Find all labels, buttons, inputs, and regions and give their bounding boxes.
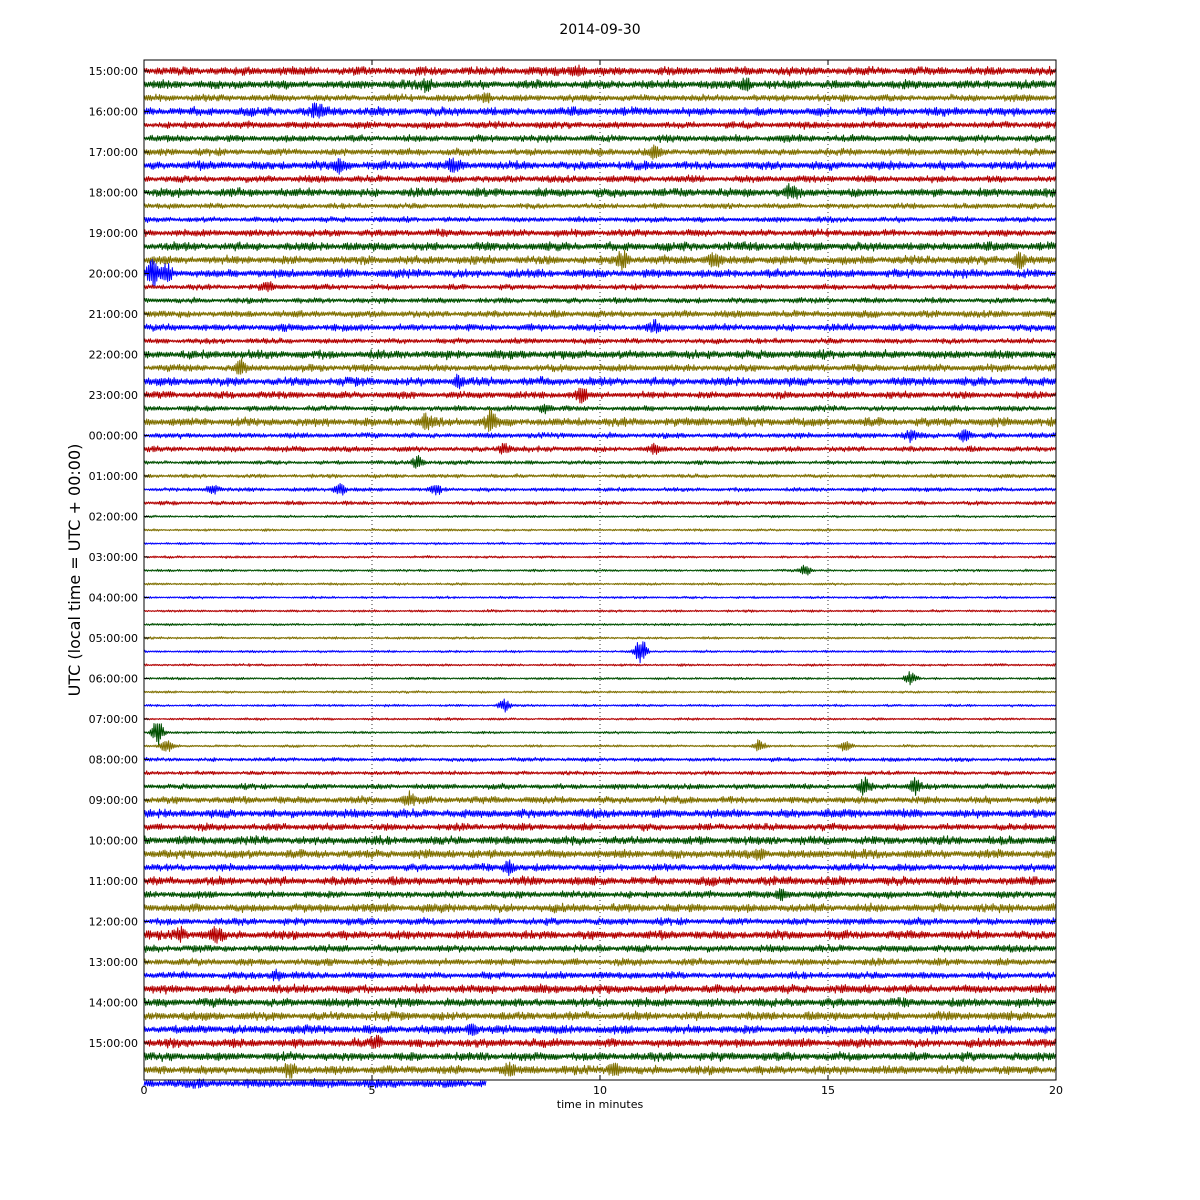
x-tick-label-2: 10 bbox=[593, 1084, 607, 1097]
y-tick-label-15: 06:00:00 bbox=[88, 672, 138, 686]
y-tick-label-5: 20:00:00 bbox=[88, 267, 138, 281]
y-tick-label-19: 10:00:00 bbox=[88, 834, 138, 848]
y-tick-label-20: 11:00:00 bbox=[88, 875, 138, 888]
x-tick-label-3: 15 bbox=[821, 1084, 835, 1097]
y-tick-label-7: 22:00:00 bbox=[88, 348, 138, 362]
y-tick-label-17: 08:00:00 bbox=[88, 753, 138, 767]
y-tick-label-21: 12:00:00 bbox=[88, 915, 138, 929]
x-axis-label: time in minutes bbox=[556, 1098, 644, 1111]
chart-title: 2014-09-30 bbox=[559, 22, 641, 38]
y-tick-label-4: 19:00:00 bbox=[88, 227, 138, 240]
y-tick-label-9: 00:00:00 bbox=[88, 429, 138, 443]
x-tick-label-4: 20 bbox=[1049, 1084, 1063, 1097]
y-tick-label-22: 13:00:00 bbox=[88, 956, 138, 969]
y-tick-label-2: 17:00:00 bbox=[88, 146, 138, 159]
y-tick-label-1: 16:00:00 bbox=[88, 105, 138, 119]
x-tick-label-1: 5 bbox=[368, 1084, 376, 1097]
y-tick-label-3: 18:00:00 bbox=[88, 186, 138, 200]
y-tick-label-18: 09:00:00 bbox=[88, 794, 138, 807]
y-tick-label-12: 03:00:00 bbox=[88, 551, 138, 564]
y-tick-label-13: 04:00:00 bbox=[88, 591, 138, 605]
y-tick-label-24: 15:00:00 bbox=[88, 1037, 138, 1050]
y-axis-label: UTC (local time = UTC + 00:00) bbox=[65, 443, 84, 697]
y-tick-label-16: 07:00:00 bbox=[88, 713, 138, 726]
y-tick-label-23: 14:00:00 bbox=[88, 996, 138, 1010]
y-tick-label-8: 23:00:00 bbox=[88, 389, 138, 402]
x-tick-label-0: 0 bbox=[140, 1084, 148, 1097]
y-tick-label-10: 01:00:00 bbox=[88, 470, 138, 483]
y-tick-label-0: 15:00:00 bbox=[88, 65, 138, 78]
y-tick-label-6: 21:00:00 bbox=[88, 308, 138, 321]
y-tick-label-14: 05:00:00 bbox=[88, 632, 138, 645]
y-tick-label-11: 02:00:00 bbox=[88, 510, 138, 524]
